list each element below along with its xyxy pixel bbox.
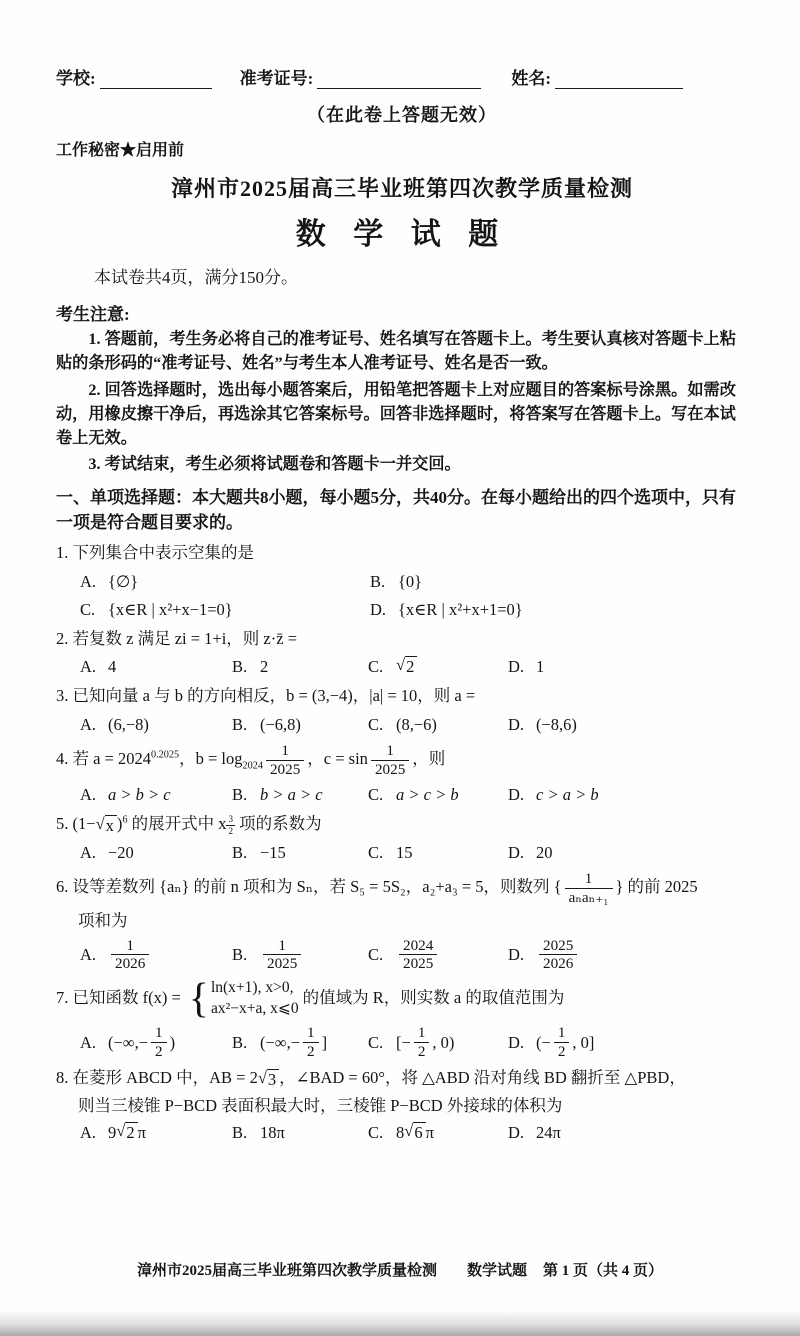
fraction: $\frac{1}{2025}$ bbox=[371, 742, 409, 779]
option-label: B. bbox=[232, 657, 248, 677]
option-value: (− $\frac{1}{2}$ , 0] bbox=[536, 1024, 595, 1061]
option-B bbox=[370, 572, 748, 592]
option-value: 18π bbox=[260, 1122, 285, 1142]
option-value: (−∞,− $\frac{1}{2}$ ) bbox=[108, 1024, 176, 1061]
question-1-options-row-1 bbox=[80, 570, 748, 594]
ticket-blank-line bbox=[317, 72, 481, 89]
option-B bbox=[232, 785, 368, 805]
question-6 bbox=[56, 870, 748, 974]
option-value: (6,−8) bbox=[108, 715, 149, 735]
option-A bbox=[80, 843, 232, 863]
option-value: −15 bbox=[260, 842, 286, 862]
brace-icon: { bbox=[188, 976, 209, 1023]
school-label: 学校: bbox=[56, 69, 96, 88]
option-A bbox=[80, 657, 232, 677]
school-blank-line bbox=[100, 72, 212, 89]
option-value bbox=[396, 937, 440, 974]
sqrt-expression: √ 2 bbox=[116, 1122, 137, 1144]
option-label: C. bbox=[368, 715, 384, 735]
question-2-stem: 2. 若复数 z 满足 zi = 1+i，则 z·z̄ = bbox=[56, 628, 297, 648]
question-7-stem: 7. 已知函数 f(x) = { ln(x+1), x>0, ax²−x+a, x⩽0 的值域为 R，则实数 a 的取值范围为 bbox=[56, 976, 565, 1023]
subject-title: 数 学 试 题 bbox=[295, 218, 509, 251]
option-label: A. bbox=[80, 571, 97, 591]
fraction: $\frac{1}{2}$ bbox=[554, 1024, 570, 1061]
option-value: −20 bbox=[108, 842, 134, 862]
option-value: 2 bbox=[260, 657, 269, 677]
exponent: 0.2025 bbox=[151, 749, 180, 761]
page-footer bbox=[0, 1259, 800, 1280]
option-label: A. bbox=[80, 715, 97, 735]
option-value: a > c > b bbox=[396, 784, 459, 804]
option-B bbox=[232, 1024, 368, 1061]
option-value: {0} bbox=[398, 571, 423, 591]
question-8-stem: 8. 在菱形 ABCD 中，AB = 2 √ 3 ，∠BAD = 60°，将 △ABD 沿对角线 BD 翻折至 △PBD， bbox=[56, 1068, 686, 1090]
question-3-stem: 3. 已知向量 a 与 b 的方向相反，b = (3,−4)，|a| = 10，则 a = bbox=[56, 686, 476, 706]
exam-title: 漳州市2025届高三毕业班第四次教学质量检测 bbox=[170, 176, 633, 201]
fraction: $\frac{2024}{2025}$ bbox=[399, 937, 437, 974]
question-6-stem: 6. 设等差数列 {aₙ} 的前 n 项和为 Sₙ，若 S₅ = 5S₂，a₂+a₃ = 5，则数列 { $\frac{1}{\text{aₙaₙ₊₁}}$ } 的前 2025 bbox=[56, 869, 698, 906]
log-base: 2024 bbox=[242, 760, 263, 772]
notice-list bbox=[56, 327, 748, 477]
fraction: $\frac{1}{2}$ bbox=[151, 1024, 167, 1061]
option-value: (−∞,− $\frac{1}{2}$ ] bbox=[260, 1024, 328, 1061]
option-D bbox=[508, 657, 748, 677]
option-value: 15 bbox=[396, 842, 413, 862]
option-value: {x∈R | x²+x−1=0} bbox=[108, 599, 233, 619]
option-D bbox=[508, 1024, 748, 1061]
question-6-options bbox=[80, 937, 748, 974]
option-A bbox=[80, 1122, 232, 1144]
question-2 bbox=[56, 627, 748, 680]
option-label: A. bbox=[80, 842, 97, 862]
option-label: D. bbox=[508, 1032, 525, 1052]
sqrt-expression: √ 3 bbox=[258, 1069, 279, 1091]
question-5 bbox=[56, 812, 748, 865]
notice-heading: 考生注意: bbox=[56, 305, 130, 324]
option-label: B. bbox=[370, 571, 386, 591]
option-value: 20 bbox=[536, 842, 553, 862]
option-label: C. bbox=[368, 1032, 384, 1052]
option-label: B. bbox=[232, 842, 248, 862]
question-4-stem: 4. 若 $a = 2024^{0.2025}$，$b = \log_{2024}$ $\frac{1}{2025}$ ，c = sin $\frac{1}{2025}$ ，则 bbox=[56, 742, 446, 778]
option-B bbox=[232, 657, 368, 677]
option-value: 4 bbox=[108, 657, 117, 677]
option-C bbox=[368, 937, 508, 974]
option-label: B. bbox=[232, 784, 248, 804]
header-fields bbox=[56, 64, 748, 89]
option-label: D. bbox=[508, 715, 525, 735]
option-label: A. bbox=[80, 1032, 97, 1052]
question-3 bbox=[56, 684, 748, 737]
option-label: C. bbox=[368, 784, 384, 804]
option-value: {x∈R | x²+x+1=0} bbox=[398, 599, 523, 619]
option-value: [− $\frac{1}{2}$ , 0) bbox=[396, 1024, 455, 1061]
question-3-options bbox=[80, 713, 748, 737]
radical-icon: √ bbox=[404, 1121, 414, 1141]
option-value: 24π bbox=[536, 1122, 561, 1142]
option-A bbox=[80, 715, 232, 735]
option-C bbox=[80, 600, 370, 620]
notice-item-1: 1. 答题前，考生务必将自己的准考证号、姓名填写在答题卡上。考生要认真核对答题卡上粘贴的条形码的“准考证号、姓名”与考生本人准考证号、姓名是否一致。 bbox=[56, 330, 736, 373]
question-1-stem: 1. 下列集合中表示空集的是 bbox=[56, 542, 254, 562]
option-C bbox=[368, 785, 508, 805]
option-label: D. bbox=[508, 784, 525, 804]
option-value: (−6,8) bbox=[260, 715, 301, 735]
option-label: D. bbox=[508, 944, 525, 964]
footer-exam-title: 漳州市2025届高三毕业班第四次教学质量检测 bbox=[136, 1263, 437, 1279]
option-D bbox=[370, 600, 748, 620]
option-A bbox=[80, 1024, 232, 1061]
footer-page-number: 第 1 页（共 4 页） bbox=[543, 1263, 664, 1279]
option-label: D. bbox=[508, 1122, 525, 1142]
question-1 bbox=[56, 541, 748, 622]
option-label: B. bbox=[232, 1122, 248, 1142]
scan-edge bbox=[0, 1310, 800, 1336]
name-blank-line bbox=[555, 72, 683, 89]
option-label: A. bbox=[80, 784, 97, 804]
sqrt-expression: √ 6 bbox=[404, 1122, 425, 1144]
option-label: B. bbox=[232, 715, 248, 735]
option-D bbox=[508, 1123, 748, 1143]
option-A bbox=[80, 785, 232, 805]
option-label: C. bbox=[80, 599, 96, 619]
name-label: 姓名: bbox=[511, 69, 552, 88]
fraction: $\frac{1}{2025}$ bbox=[266, 742, 304, 779]
option-value: (−8,6) bbox=[536, 715, 577, 735]
option-value: b > a > c bbox=[260, 784, 323, 804]
question-5-options bbox=[80, 841, 748, 865]
fraction: $\frac{1}{2}$ bbox=[414, 1024, 430, 1061]
option-label: A. bbox=[80, 657, 97, 677]
option-C bbox=[368, 843, 508, 863]
option-label: C. bbox=[368, 657, 384, 677]
radical-icon: √ bbox=[257, 1068, 267, 1088]
option-value: a > b > c bbox=[108, 784, 171, 804]
option-label: B. bbox=[232, 1032, 248, 1052]
option-value: {∅} bbox=[108, 571, 139, 591]
option-label: D. bbox=[508, 842, 525, 862]
option-label: B. bbox=[232, 944, 248, 964]
section-heading: 一、单项选择题：本大题共8小题，每小题5分，共40分。在每小题给出的四个选项中，只有一项是符合题目要求的。 bbox=[56, 487, 736, 533]
option-B bbox=[232, 843, 368, 863]
option-D bbox=[508, 715, 748, 735]
option-C bbox=[368, 1122, 508, 1144]
sqrt-expression: √ 2 bbox=[396, 656, 417, 678]
exponent-fraction: $\frac{3}{2}$ bbox=[228, 814, 234, 836]
fraction: $\frac{1}{\text{aₙaₙ₊₁}}$ bbox=[565, 870, 613, 907]
option-label: C. bbox=[368, 944, 384, 964]
footer-subject: 数学试题 bbox=[466, 1263, 527, 1279]
paper-info: 本试卷共4页，满分150分。 bbox=[94, 268, 298, 287]
option-value bbox=[536, 937, 580, 974]
option-value bbox=[108, 937, 152, 974]
fraction: $\frac{2025}{2026}$ bbox=[539, 937, 577, 974]
question-2-options bbox=[80, 655, 748, 679]
option-label: A. bbox=[80, 944, 97, 964]
question-4-options bbox=[80, 783, 748, 807]
secrecy-notice: 工作秘密★启用前 bbox=[56, 142, 185, 159]
option-label: C. bbox=[368, 842, 384, 862]
option-A bbox=[80, 572, 370, 592]
fraction: $\frac{1}{2026}$ bbox=[111, 937, 149, 974]
radical-icon: √ bbox=[116, 1121, 126, 1141]
invalid-notice: （在此卷上答题无效） bbox=[307, 105, 497, 125]
fraction: $\frac{1}{2025}$ bbox=[263, 937, 301, 974]
notice-item-2: 2. 回答选择题时，选出每小题答案后，用铅笔把答题卡上对应题目的答案标号涂黑。如需改动，用橡皮擦干净后，再选涂其它答案标号。回答非选择题时，将答案写在答题卡上。写在本试卷上无效。 bbox=[56, 380, 736, 448]
option-C bbox=[368, 656, 508, 678]
option-value: 9 √ 2 π bbox=[108, 1121, 146, 1143]
question-4 bbox=[56, 742, 748, 807]
option-C bbox=[368, 1024, 508, 1061]
question-6-stem-cont: 项和为 bbox=[78, 911, 128, 931]
question-8 bbox=[56, 1066, 748, 1145]
piecewise-function: { ln(x+1), x>0, ax²−x+a, x⩽0 bbox=[188, 976, 299, 1023]
radical-icon: √ bbox=[95, 813, 105, 833]
question-5-stem: 5. (1− √ x )$^6$ 的展开式中 x $\frac{3}{2}$ 项的系数为 bbox=[56, 813, 322, 836]
option-value bbox=[396, 656, 417, 678]
option-label: D. bbox=[370, 599, 387, 619]
option-value: 8 √ 6 π bbox=[396, 1121, 434, 1143]
option-B bbox=[232, 1123, 368, 1143]
question-7 bbox=[56, 978, 748, 1061]
question-7-options bbox=[80, 1024, 748, 1061]
option-D bbox=[508, 785, 748, 805]
option-A bbox=[80, 937, 232, 974]
radical-icon: √ bbox=[396, 655, 406, 675]
notice-item-3: 3. 考试结束，考生必须将试题卷和答题卡一并交回。 bbox=[88, 455, 461, 474]
option-label: C. bbox=[368, 1122, 384, 1142]
option-D bbox=[508, 937, 748, 974]
option-value: c > a > b bbox=[536, 784, 599, 804]
question-8-options bbox=[80, 1121, 748, 1145]
fraction: $\frac{1}{2}$ bbox=[303, 1024, 319, 1061]
exponent: 6 bbox=[122, 814, 128, 826]
question-8-stem-cont: 则当三棱锥 P−BCD 表面积最大时，三棱锥 P−BCD 外接球的体积为 bbox=[78, 1095, 563, 1115]
option-C bbox=[368, 715, 508, 735]
option-D bbox=[508, 843, 748, 863]
option-value: 1 bbox=[536, 657, 545, 677]
option-value: (8,−6) bbox=[396, 715, 437, 735]
sqrt-expression: √ x bbox=[96, 815, 117, 837]
option-B bbox=[232, 715, 368, 735]
question-1-options-row-2 bbox=[80, 598, 748, 622]
option-label: D. bbox=[508, 657, 525, 677]
option-B bbox=[232, 937, 368, 974]
option-label: A. bbox=[80, 1122, 97, 1142]
option-value bbox=[260, 937, 304, 974]
ticket-label: 准考证号: bbox=[239, 69, 314, 88]
